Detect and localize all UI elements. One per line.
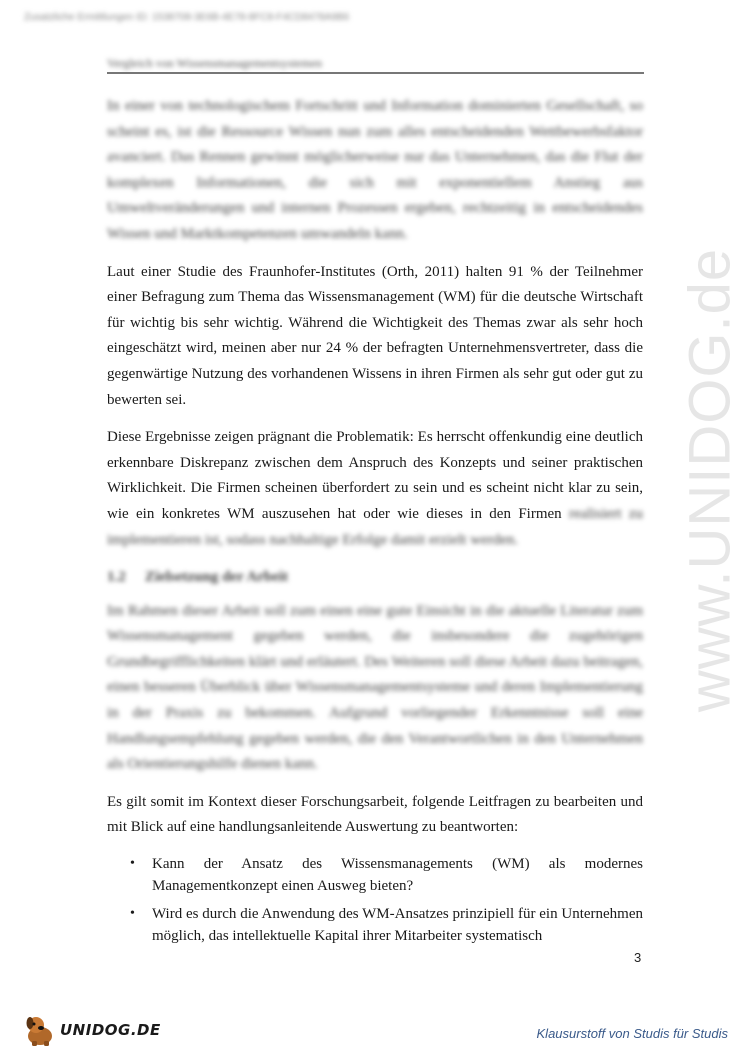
page-body — [107, 94, 643, 953]
paragraph-study-results: Laut einer Studie des Fraunhofer-Institutes (Orth, 2011) halten 91 % der Teilnehmer einer Befragung zum Thema das Wissensmanagement (WM) für die deutsche Wirtschaft für wichtig bis sehr wichtig. Während die Wichtigkeit des Themas zwar als sehr hoch eingeschätzt wird, meinen aber nur 24 % der befragten Unternehmensvertreter, dass die gegenwärtige Nutzung des vorhandenen Wissens in ihren Firmen als sehr gut oder gut zu bewerten sei. — [107, 263, 643, 408]
header-rule — [107, 72, 644, 74]
footer-tagline: Klausurstoff von Studis für Studis — [536, 1026, 728, 1041]
bullet-icon: • — [130, 906, 135, 922]
section-heading — [107, 565, 643, 591]
list-item — [130, 853, 643, 897]
list-item — [130, 903, 643, 947]
paragraph-problem-blurred-tail: realisiert zu implementieren ist, sodass nachhaltige Erfolge damit erzielt werden. — [107, 505, 643, 548]
paragraph-leitfragen: Es gilt somit im Kontext dieser Forschungsarbeit, folgende Leitfragen zu bearbeiten und mit Blick auf eine handlungsanleitende Auswertung zu beantworten: — [107, 793, 643, 836]
dog-mascot-icon — [22, 1013, 58, 1047]
running-header: Vergleich von Wissensmanagementsystemen — [107, 56, 323, 70]
paragraph-blurred-intro: In einer von technologischem Fortschritt und Information dominierten Gesellschaft, so scheint es, ist die Ressource Wissen nun zum alles entscheidenden Wettbewerbsfaktor avanciert. Das Rennen gewinnt möglicherweise nur das Unternehmen, das die Flut der komplexen Informationen, die sich mit exponentiellem Anstieg aus Umweltveränderungen und internen Prozessen ergeben, rechtzeitig in entscheidendes Wissen und Marktkompetenzen umwandeln kann. — [107, 98, 643, 242]
bullet-icon: • — [130, 856, 135, 872]
logo-text: UNIDOG.DE — [60, 1021, 161, 1039]
section-number: 1.2 — [107, 569, 126, 586]
footer-logo — [22, 1013, 161, 1047]
question-list — [107, 853, 643, 947]
page-number: 3 — [634, 950, 642, 965]
list-item-text: Wird es durch die Anwendung des WM-Ansatzes prinzipiell für ein Unternehmen möglich, das intellektuelle Kapital ihrer Mitarbeiter systematisch — [152, 906, 643, 945]
watermark: www.UNIDOG.de — [677, 247, 743, 713]
paragraph-problem-text: Diese Ergebnisse zeigen prägnant die Problematik: Es herrscht offenkundig eine deutlich erkennbare Diskrepanz zwischen dem Anspruch des Konzepts und seiner praktischen Wirklichkeit. Die Firmen scheinen überfordert zu sein und es scheint nicht klar zu sein, wie ein konkretes WM auszusehen hat oder wie dieses in den Firmen — [107, 429, 643, 522]
list-item-text: Kann der Ansatz des Wissensmanagements (WM) als modernes Managementkonzept einen Ausweg bieten? — [152, 856, 643, 895]
section-title: Zielsetzung der Arbeit — [145, 569, 289, 586]
document-id-line: Zusatzliche Ermittlungen ID: 1538708-3E6B-4E78-8FC8-F4CD8478A9B6 — [24, 12, 350, 23]
paragraph-blurred-objectives: Im Rahmen dieser Arbeit soll zum einen eine gute Einsicht in die aktuelle Literatur zum Wissensmanagement gegeben werden, die insbesondere die zugehörigen Grundbegrifflichkeiten klärt und erläutert. Des Weiteren soll diese Arbeit dazu beitragen, einen besseren Überblick über Wissensmanagementsysteme und deren Implementierung in der Praxis zu bekommen. Aufgrund vorliegender Erkenntnisse soll eine Handlungsempfehlung gegeben werden, die den Verantwortlichen in den Unternehmen als Orientierungshilfe dienen kann. — [107, 602, 643, 773]
paragraph-problem — [107, 425, 643, 553]
